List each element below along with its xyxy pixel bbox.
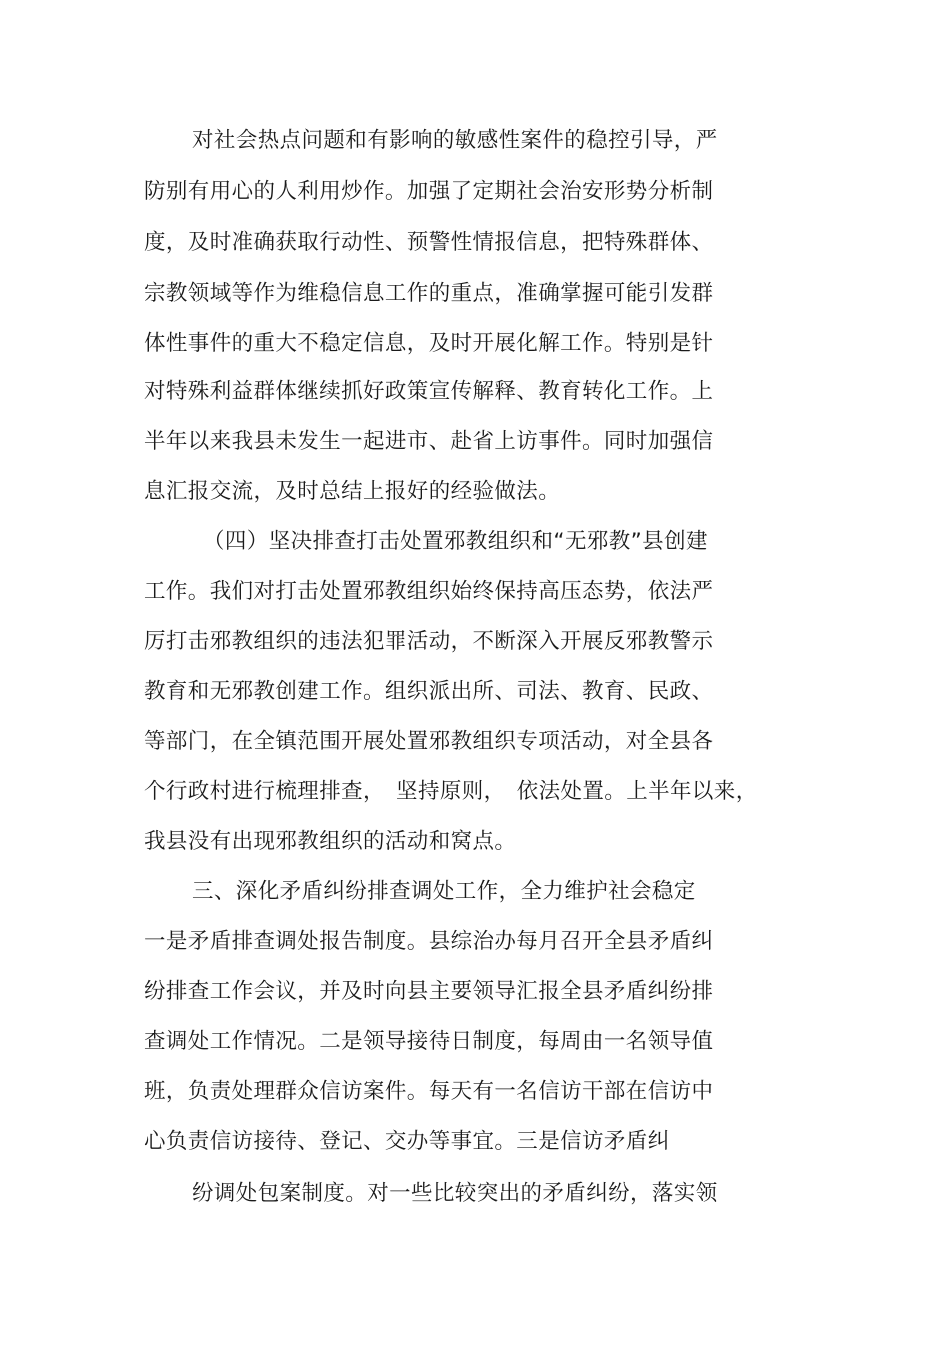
paragraph-line: 半年以来我县未发生一起进市、赴省上访事件。同时加强信 — [144, 429, 714, 454]
paragraph-line: 防别有用心的人利用炒作。加强了定期社会治安形势分析制 — [144, 179, 714, 204]
paragraph-line: 纷排查工作会议，并及时向县主要领导汇报全县矛盾纠纷排 — [144, 979, 714, 1004]
paragraph-line: 宗教领域等作为维稳信息工作的重点，准确掌握可能引发群 — [144, 281, 714, 306]
paragraph-line: 纷调处包案制度。对一些比较突出的矛盾纠纷，落实领 — [192, 1181, 718, 1206]
section-heading: （四）坚决排查打击处置邪教组织和“无邪教”县创建 — [203, 529, 708, 554]
paragraph-line: 个行政村进行梳理排查， 坚持原则， 依法处置。上半年以来， — [144, 779, 758, 804]
paragraph-line: 查调处工作情况。二是领导接待日制度，每周由一名领导值 — [144, 1029, 714, 1054]
paragraph-line: 等部门，在全镇范围开展处置邪教组织专项活动，对全县各 — [144, 729, 714, 754]
paragraph-line: 心负责信访接待、登记、交办等事宜。三是信访矛盾纠 — [144, 1129, 670, 1154]
paragraph-line: 体性事件的重大不稳定信息，及时开展化解工作。特别是针 — [144, 331, 714, 356]
paragraph-line: 对特殊利益群体继续抓好政策宣传解释、教育转化工作。上 — [144, 379, 714, 404]
paragraph-line: 教育和无邪教创建工作。组织派出所、司法、教育、民政、 — [144, 679, 714, 704]
paragraph-line: 息汇报交流，及时总结上报好的经验做法。 — [144, 479, 561, 504]
paragraph-line: 度，及时准确获取行动性、预警性情报信息，把特殊群体、 — [144, 230, 714, 255]
paragraph-line: 班，负责处理群众信访案件。每天有一名信访干部在信访中 — [144, 1079, 714, 1104]
paragraph-line: 一是矛盾排查调处报告制度。县综治办每月召开全县矛盾纠 — [144, 929, 714, 954]
paragraph-line: 工作。我们对打击处置邪教组织始终保持高压态势，依法严 — [144, 579, 714, 604]
paragraph-line: 厉打击邪教组织的违法犯罪活动，不断深入开展反邪教警示 — [144, 629, 714, 654]
paragraph-line: 对社会热点问题和有影响的敏感性案件的稳控引导，严 — [192, 128, 718, 153]
paragraph-line: 我县没有出现邪教组织的活动和窝点。 — [144, 829, 517, 854]
section-heading: 三、深化矛盾纠纷排查调处工作，全力维护社会稳定 — [192, 879, 696, 904]
